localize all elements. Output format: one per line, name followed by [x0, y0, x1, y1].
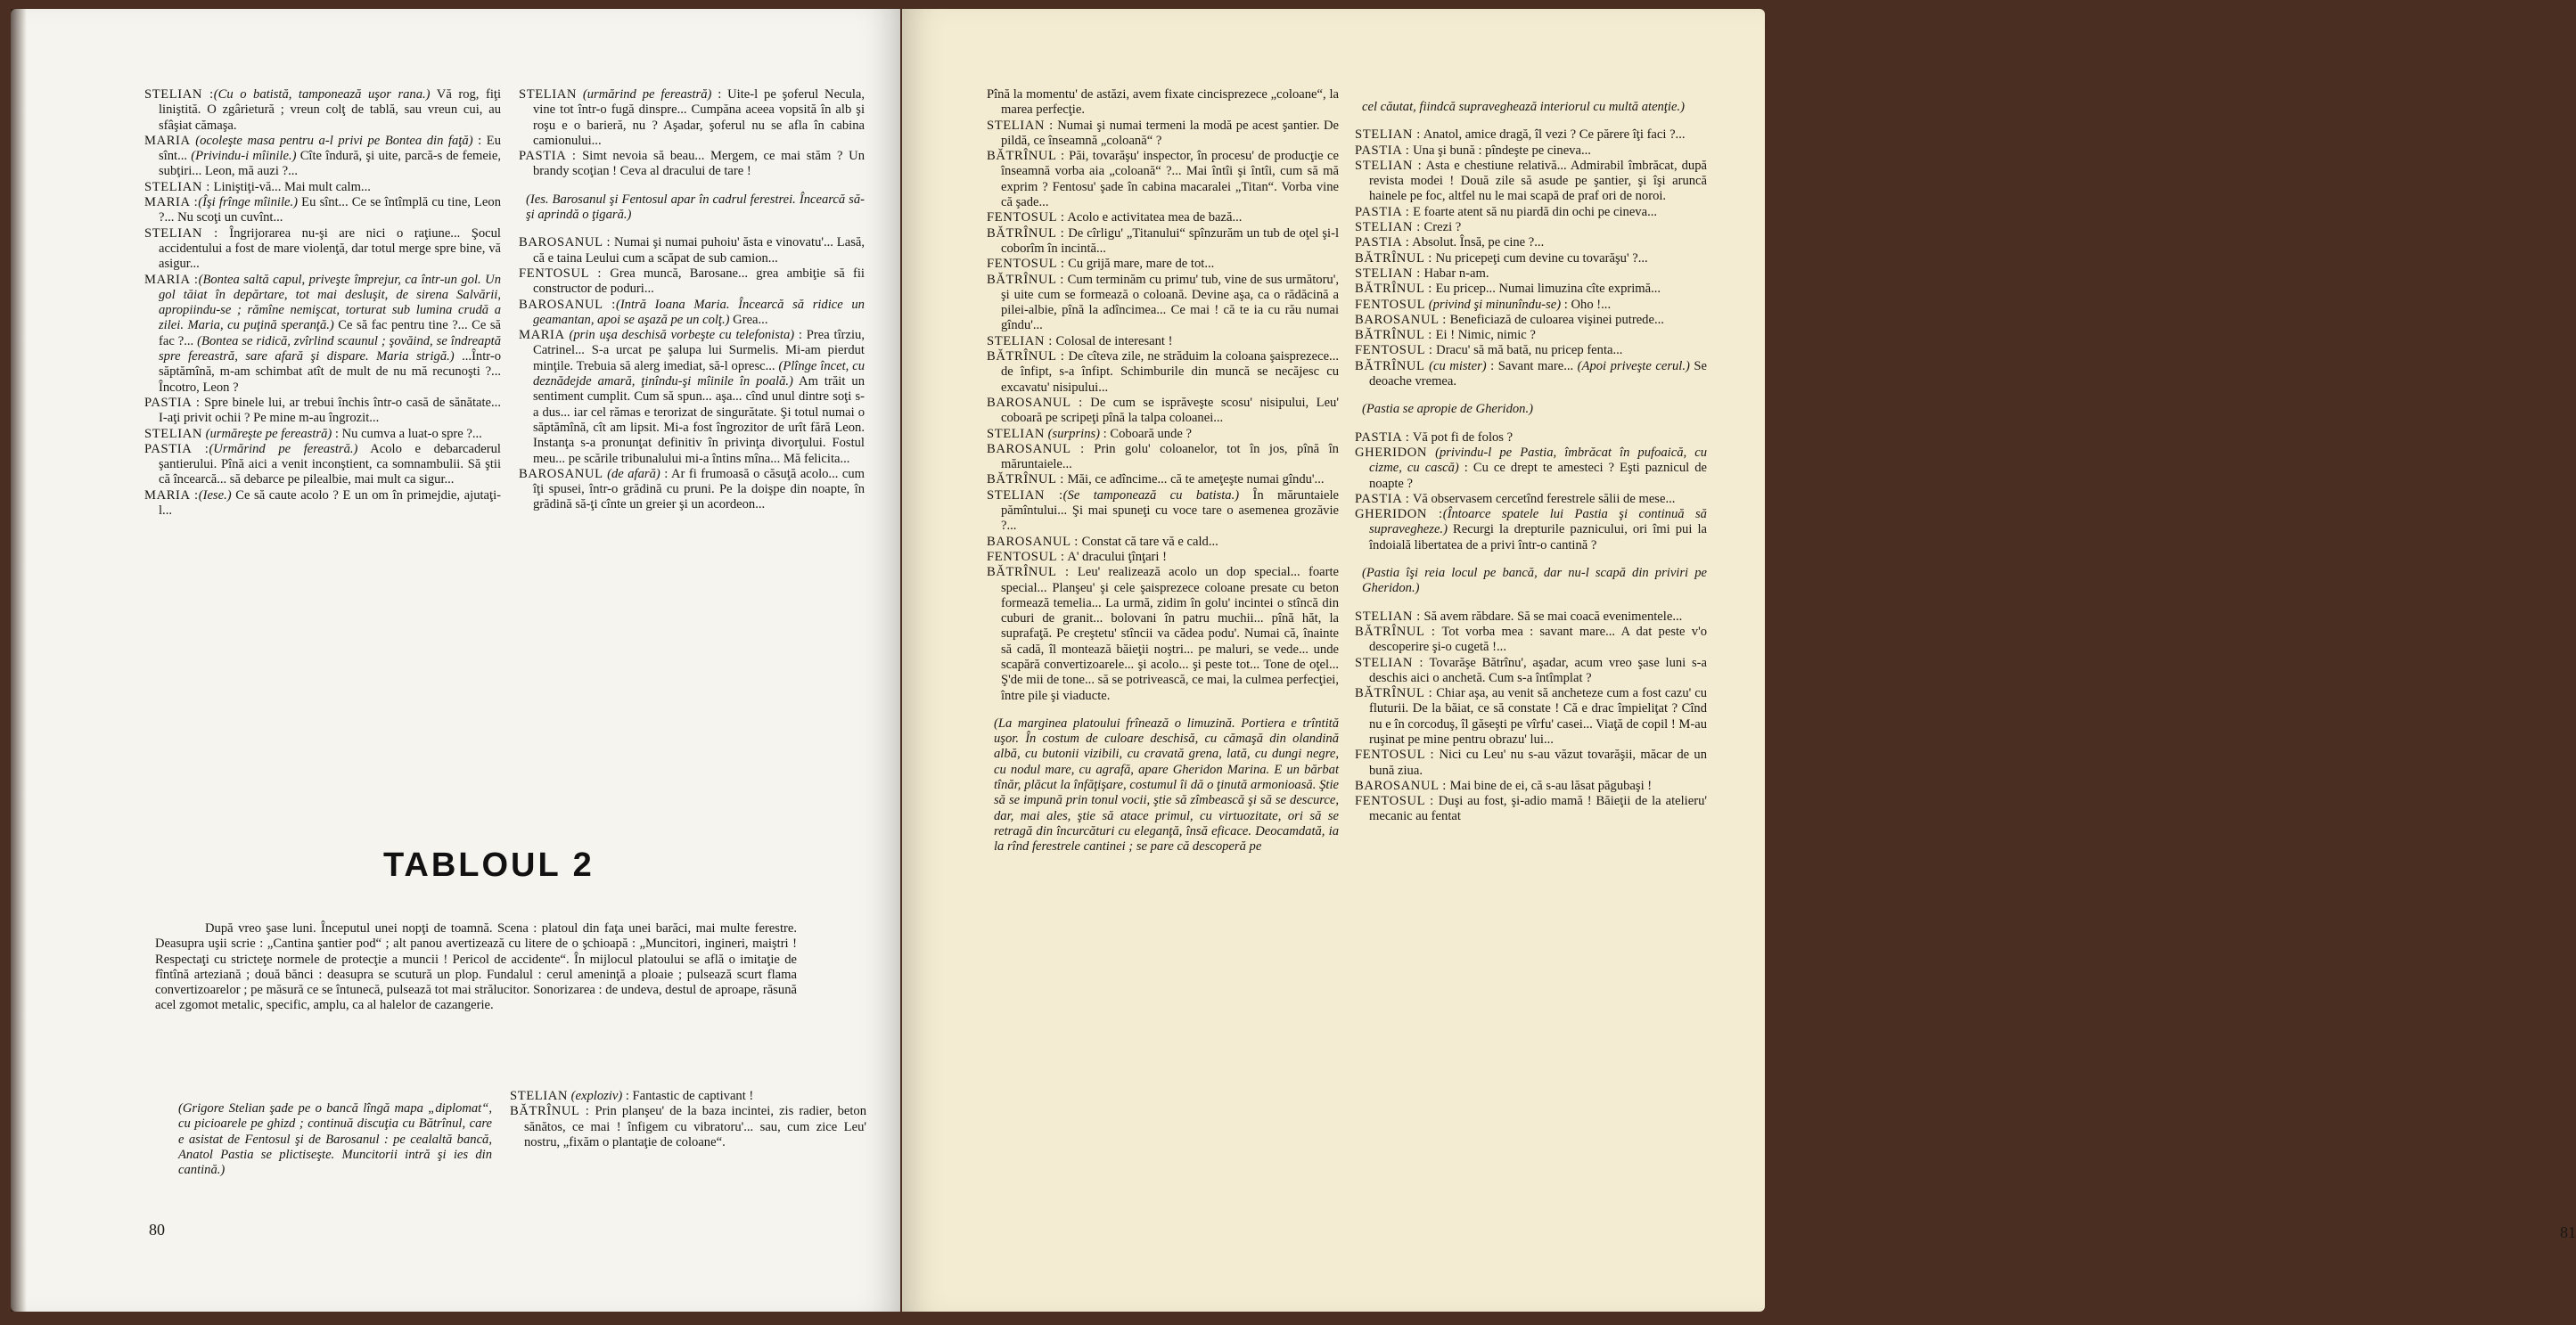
speaker-name: BĂTRÎNUL : [987, 272, 1064, 287]
dialogue-text: Prin golu' coloanelor, tot în jos, pînă în măruntaiele... [1001, 441, 1339, 472]
dialogue-line [1355, 794, 1707, 825]
dialogue-text: Grea... [729, 312, 768, 327]
dialogue-text: Se deoache vremea. [1369, 358, 1707, 389]
dialogue-line [987, 550, 1339, 565]
dialogue-text: Anatol, amice dragă, îl vezi ? Ce părere îţi faci ?... [1420, 127, 1686, 143]
speaker-name: FENTOSUL : [519, 266, 603, 281]
dialogue-line [519, 149, 865, 180]
dialogue-text: Păi, tovarăşu' inspector, în procesu' de producţie ce înseamnă vorba aia „coloană“ ?... Mai întîi şi întîi, cum să mă exprim ? Fentosu' şade în cabina macaralei „Titan“. Vorba vine că şade... [1001, 149, 1339, 210]
speaker-name: MARIA : [144, 272, 199, 287]
speaker-name: PASTIA : [144, 441, 209, 456]
speaker-name: STELIAN : [144, 179, 210, 194]
stage-direction-inline: (Intră Ioana Maria. Încearcă să ridice un geamantan, apoi se aşază pe un colţ.) [533, 297, 865, 327]
scene-intro: După vreo şase luni. Începutul unei nopţi de toamnă. Scena : platoul din faţa unei barăci, mai multe ferestre. Deasupra uşii scrie : „Cantina şantier pod“ ; alt panou avertizează cu litere de o şchioapă : „Muncitori, ingineri, maiştri ! Respectaţi cu stricteţe normele de protecţie a muncii ! Pericol de accidente“. În mijlocul platoului se află o imitaţie de fîntînă arteziană ; două bănci : deasupra se scutură un plop. Fundalul : cerul ameninţă a ploaie ; pulsează scurt flama convertizoarelor ; pe măsură ce se întunecă, pulsează tot mai strălucitor. Sonorizarea : de undeva, destul de aproape, răsună acel zgomot metalic, specific, amplu, ca al halelor de cazangerie. [155, 921, 797, 1013]
stage-direction-inline: (Bontea se ridică, zvîrlind scaunul ; şovăind, se îndreaptă spre fereastră, sare afară şi dispare. Maria strigă.) [159, 333, 501, 364]
stage-direction-inline: (exploziv) [568, 1089, 623, 1103]
dialogue-text: Beneficiază de culoarea vişinei putrede... [1446, 312, 1664, 327]
stage-direction: (Grigore Stelian şade pe o bancă lîngă mapa „diplomat“, cu picioarele pe ghizd ; continuă discuţia cu Bătrînul, care e asistat de Fentosul şi de Barosanul : pe cealaltă bancă, Anatol Pastia se plictiseşte. Muncitorii intră şi ies din cantină.) [178, 1101, 492, 1178]
dialogue-text: Ce să caute acolo ? E un om în primejdie, ajutaţi-l... [159, 487, 501, 519]
dialogue-line [144, 442, 501, 488]
dialogue-line [519, 266, 865, 298]
speaker-name: BĂTRÎNUL : [510, 1104, 590, 1119]
dialogue-text: Nu pricepeţi cum devine cu tovarăşu' ?... [1432, 250, 1648, 266]
stage-direction-inline: (Bontea saltă capul, priveşte împrejur, ca într-un gol. Un gol tăiat în depărtare, tot mai desluşit, de sirena Salvării, apropiindu-se ; rămîne nemişcat, torturat sub lumina crudă a zilei. Maria, cu puţină speranţă.) [159, 272, 501, 333]
speaker-name: STELIAN [144, 426, 202, 441]
dialogue-text: : Eu sînt... [159, 133, 501, 164]
right-page [902, 9, 2576, 1312]
dialogue-line [1355, 446, 1707, 492]
dialogue-text: : Ar fi frumoasă o căsuţă acolo... cum îţi spusei, într-o grădină cu pruni. Pe la doişpe din noapte, în grădină să-ţi cînte un greier şi un acordeon... [533, 466, 866, 512]
dialogue-text: Eu pricep... Numai limuzina cîte exprimă... [1432, 282, 1661, 297]
speaker-name: FENTOSUL : [1355, 343, 1433, 358]
speaker-name: PASTIA : [1355, 235, 1410, 250]
dialogue-line [144, 488, 501, 519]
stage-direction-inline: (surprins) [1045, 426, 1101, 441]
speaker-name: STELIAN : [1355, 158, 1423, 173]
dialogue-line [1355, 143, 1707, 159]
dialogue-line [1355, 328, 1707, 343]
dialogue-line [987, 87, 1339, 119]
dialogue-text: Dracu' să mă bată, nu pricep fenta... [1432, 343, 1623, 358]
speaker-name: BAROSANUL : [987, 395, 1083, 410]
dialogue-line [987, 149, 1339, 210]
dialogue-text: Leu' realizează acolo un dop special... foarte special... Planşeu' şi cele şaisprezece coloane presate cu beton formează temelia... La urmă, zidim în golu' incintei o stîncă din cuburi de granit... bolovani în patru muchii... pînă hăt, la suprafaţă. Pe creştetu' stîncii va cădea podu'. Numai că, înainte să cadă, îl montează băieţii noştri... pe maluri, se vede... unde scapără convertizoarele... şi acolo... şi peste tot... Tone de oţel... Ş'de mii de tone... să se potrivească, ce mai, la culmea perfecţiei, între pile şi viaducte. [1001, 565, 1340, 703]
dialogue-text: Colosal de interesant ! [1052, 333, 1173, 348]
dialogue-line [519, 328, 865, 467]
dialogue-text: De cîrligu' „Titanului“ spînzurăm un tub de oţel şi-l coborîm în incintă... [1001, 225, 1340, 256]
left-column-1 [144, 87, 501, 519]
speaker-name: PASTIA : [1355, 204, 1410, 219]
stage-direction-inline: (Urmărind pe fereastră.) [209, 441, 358, 456]
speaker-name: BĂTRÎNUL : [987, 149, 1065, 164]
dialogue-text: Pînă la momentu' de astăzi, avem fixate cincisprezece „coloane“, la marea perfecţie. [987, 87, 1339, 118]
speaker-name: STELIAN : [1355, 127, 1421, 143]
dialogue-text: În măruntaiele pămîntului... Şi mai spuneţi cu voce tare o asemenea grozăvie ?... [1001, 487, 1339, 534]
speaker-name: STELIAN : [987, 118, 1054, 133]
speaker-name: STELIAN : [987, 333, 1053, 348]
speaker-name: STELIAN [519, 87, 577, 102]
dialogue-text: Constat că tare vă e cald... [1078, 534, 1218, 549]
dialogue-line [1355, 235, 1707, 250]
dialogue-line [510, 1089, 866, 1104]
dialogue-text: De cum se isprăveşte scosu' nisipului, Leu' coboară pe scripeţi pînă la talpa coloanei... [1001, 395, 1339, 426]
speaker-name: STELIAN : [1355, 609, 1421, 624]
speaker-name: BAROSANUL [519, 466, 603, 481]
stage-direction-inline: (prin uşa deschisă vorbeşte cu telefonista) [564, 328, 795, 343]
dialogue-line [519, 467, 865, 513]
dialogue-text: Tot vorba mea : savant mare... A dat peste v'o descoperire şi-o cugetă !... [1369, 624, 1707, 655]
stage-direction-inline: (Îşi frînge mîinile.) [198, 195, 298, 210]
dialogue-line [987, 273, 1339, 334]
speaker-name: BĂTRÎNUL [1355, 358, 1425, 373]
speaker-name: PASTIA : [1355, 143, 1410, 158]
speaker-name: GHERIDON : [1355, 507, 1443, 522]
stage-direction-inline: (Iese.) [198, 487, 232, 503]
dialogue-line [1355, 220, 1707, 235]
stage-direction: (Pastia îşi reia locul pe bancă, dar nu-l scapă din priviri pe Gheridon.) [1362, 566, 1707, 596]
stage-direction-inline: (Apoi priveşte cerul.) [1577, 358, 1690, 373]
dialogue-line [1355, 313, 1707, 328]
dialogue-line [144, 87, 501, 134]
dialogue-text: Crezi ? [1420, 220, 1462, 235]
dialogue-text: Ce să fac pentru tine ?... Ce să fac ?... [159, 318, 501, 348]
dialogue-line [144, 427, 501, 442]
dialogue-line [510, 1104, 866, 1150]
speaker-name: BAROSANUL : [519, 297, 616, 312]
speaker-name: BAROSANUL : [987, 534, 1079, 549]
dialogue-text: ...Într-o săptămînă, m-am schimbat atît de mult de nu mă recunoşti ?... [159, 349, 502, 380]
dialogue-line [987, 210, 1339, 225]
dialogue-line [1355, 298, 1707, 313]
dialogue-text: E foarte atent să nu piardă din ochi pe cineva... [1409, 204, 1658, 219]
dialogue-line [987, 565, 1339, 704]
dialogue-line [1355, 686, 1707, 748]
dialogue-text: Ce se întîmplă cu tine, Leon ?... Nu scoţi un cuvînt... [159, 195, 502, 225]
dialogue-line [987, 334, 1339, 349]
dialogue-line [519, 87, 865, 149]
dialogue-line [1355, 625, 1707, 656]
stage-direction: (La marginea platoului frînează o limuzină. Portiera e trîntită uşor. În costum de culoare deschisă, cu cămaşă din olandină albă, cu butonii vizibili, cu cravată grena, lată, cu dungi negre, cu nodul mare, cu agrafă, apare Gheridon Marina. E un bărbat tînăr, plăcut la înfăţişare, costumul îi dă o ţinută armonioasă. Ştie să se impună prin tonul vocii, ştie să zîmbească şi să se descurce, dar, mai ales, ştie să atace primul, cu virtuozitate, ori să se retragă din încurcături cu eleganţă, însă eficace. Deocamdată, ia la rînd ferestrele cantinei ; se pare că descoperă pe [994, 716, 1339, 855]
dialogue-line [144, 134, 501, 180]
dialogue-line [1355, 779, 1707, 794]
dialogue-line [987, 427, 1339, 442]
dialogue-text: Cu grijă mare, mare de tot... [1064, 257, 1215, 272]
speaker-name: FENTOSUL : [987, 549, 1065, 564]
speaker-name: FENTOSUL : [1355, 794, 1434, 809]
dialogue-text: A' dracului ţînţari ! [1064, 549, 1167, 564]
speaker-name: MARIA : [144, 487, 199, 503]
dialogue-text: : Cu ce drept te amesteci ? Eşti paznicul de noapte ? [1369, 461, 1707, 491]
dialogue-text: Am trăit un sentiment cumplit. Cum să spun... aşa... cînd unul dintre soţi s-a dus... iar cel rămas e terorizat de singurătate. Şi totul numai o săptămînă, cît am lipsit. Mi-a fost îngrozitor de urît fără Leon. Instanţa s-a pronunţat definitiv în privinţa divorţului. Fostul meu... pe scările tribunalului mi-a întins mîna... Mă felicita... [533, 374, 865, 466]
stage-direction-inline: (Plînge încet, cu deznădejde amară, ţinîndu-şi mîinile în poală.) [533, 358, 865, 389]
speaker-name: BAROSANUL : [1355, 778, 1447, 793]
speaker-name: STELIAN : [1355, 220, 1421, 235]
dialogue-line [987, 488, 1339, 535]
stage-direction-inline: (Privindu-i mîinile.) [191, 149, 297, 164]
dialogue-text: Tovarăşe Bătrînu', aşadar, acum vreo şase luni s-a deschis aici o anchetă. Cum s-a întîmplat ? [1369, 655, 1707, 685]
dialogue-line [1355, 507, 1707, 553]
dialogue-text: Să avem răbdare. Să se mai coacă evenimentele... [1420, 609, 1683, 624]
speaker-name: BĂTRÎNUL : [987, 349, 1065, 364]
speaker-name: BĂTRÎNUL : [987, 565, 1070, 580]
dialogue-line [144, 273, 501, 396]
stage-direction-inline: (urmăreşte pe fereastră) [202, 426, 332, 441]
speaker-name: STELIAN : [144, 225, 218, 241]
dialogue-line [1355, 251, 1707, 266]
dialogue-line [144, 180, 501, 195]
dialogue-line [1355, 656, 1707, 687]
speaker-name: PASTIA : [144, 395, 201, 410]
stage-direction-inline: (Cu o batistă, tamponează uşor rana.) [213, 87, 431, 102]
dialogue-text: Măi, ce adîncime... că te ameţeşte numai gîndu'... [1063, 472, 1325, 487]
speaker-name: BAROSANUL : [1355, 312, 1447, 327]
left-column-3 [171, 1089, 492, 1190]
speaker-name: PASTIA : [519, 149, 577, 164]
dialogue-line [1355, 492, 1707, 507]
dialogue-line [987, 472, 1339, 487]
left-column-4 [510, 1089, 866, 1150]
stage-direction-inline: (de afară) [603, 466, 660, 481]
left-page [11, 9, 900, 1312]
stage-direction-inline: (privindu-l pe Pastia, îmbrăcat în pufoaică, cu cizme, cu cască) [1369, 445, 1707, 476]
speaker-name: BAROSANUL : [987, 441, 1085, 456]
dialogue-line [144, 195, 501, 226]
dialogue-text: Îngrijorarea nu-şi are nici o raţiune... Şocul accidentului a fost de mare violenţă, dar totul merge spre bine, vă asigur... [159, 225, 501, 272]
speaker-name: BAROSANUL : [519, 235, 611, 250]
dialogue-text: Cum terminăm cu primu' tub, vine de sus următoru', şi uite cum se formează o coloană. Devine aşa, ca o rădăcină a pilei-albie, pînă la adîncimea... Ce mai ! că te ia cu rău numai gîndu'... [1001, 272, 1340, 333]
dialogue-text: Simt nevoia să beau... Mergem, ce mai stăm ? Un brandy scoţian ! Ceva al dracului de tare ! [533, 149, 865, 179]
dialogue-text: Cîte îndură, şi uite, parcă-s de femeie, subţiri... Leon, mă auzi ?... [159, 149, 501, 179]
dialogue-text: Duşi au fost, şi-adio mamă ! Băieţii de la atelieru' mecanic au fentat [1369, 794, 1707, 824]
speaker-name: MARIA : [144, 195, 199, 210]
dialogue-line [987, 535, 1339, 550]
dialogue-line [987, 257, 1339, 272]
dialogue-text: De cîteva zile, ne străduim la coloana şaisprezece... de înfipt, s-a înfipt. Schimburile din muncă se necăjesc cu excavatu' nisipului... [1001, 349, 1340, 395]
dialogue-text: Acolo e activitatea mea de bază... [1064, 210, 1243, 225]
dialogue-line [1355, 266, 1707, 282]
speaker-name: STELIAN : [1355, 655, 1423, 670]
stage-direction: cel căutat, fiindcă supraveghează interiorul cu multă atenţie.) [1362, 100, 1685, 114]
dialogue-line [1355, 159, 1707, 205]
dialogue-line [1355, 343, 1707, 358]
dialogue-line [519, 298, 865, 329]
scene-title: TABLOUL 2 [383, 847, 595, 884]
dialogue-text: Mai bine de ei, că s-au lăsat păgubaşi ! [1446, 778, 1653, 793]
dialogue-text: Să ştii că încearcă... să debarce pe pilealbie, mai mult ca sigur... [159, 457, 501, 487]
dialogue-line [519, 235, 865, 266]
dialogue-text: : Prea tîrziu, Catrinel... S-a urcat pe şalupa lui Surmelis. Mi-am pierdut minţile. Trebuia să alerg imediat, să-l opresc... [533, 328, 865, 373]
stage-direction-inline: (urmărind pe fereastră) [577, 87, 712, 102]
speaker-name: MARIA [144, 133, 191, 148]
speaker-name: STELIAN : [987, 487, 1063, 503]
speaker-name: BĂTRÎNUL : [987, 225, 1065, 241]
dialogue-text: Acolo e debarcaderul şantierului. Pînă aici a venit inconştient, ca somnambulii. [159, 441, 501, 472]
dialogue-text: Asta e chestiune relativă... Admirabil îmbrăcat, după revista modei ! Două zile să asude pe şantier, şi îşi aruncă hainele pe foc, altfel nu le mai scapă de praf ori de noroi. [1369, 158, 1707, 204]
dialogue-text: : Oho !... [1561, 297, 1612, 312]
dialogue-text: : Fantastic de captivant ! [622, 1089, 754, 1103]
dialogue-line [1355, 359, 1707, 390]
left-column-2 [519, 87, 865, 513]
stage-direction: (Ies. Barosanul şi Fentosul apar în cadrul ferestrei. Încearcă să-şi aprindă o ţigară.) [526, 192, 865, 223]
speaker-name: MARIA [519, 328, 565, 343]
dialogue-line [987, 349, 1339, 396]
speaker-name: STELIAN : [144, 87, 214, 102]
stage-direction-inline: (ocoleşte masa pentru a-l privi pe Bontea din faţă) [190, 133, 473, 148]
dialogue-text: Chiar aşa, au venit să ancheteze cum a fost cazu' cu fluturii. De la băiat, ce să constate ! Că e drac împieliţat ? Cînd nu e în corcoduş, îl găseşti pe vîrfu' casei... Viaţă de copil ! M-au ruşinat pe mine pentru obrazu' lui... [1369, 686, 1708, 747]
speaker-name: BĂTRÎNUL : [987, 472, 1064, 487]
dialogue-line [987, 442, 1339, 473]
stage-direction: (Pastia se apropie de Gheridon.) [1362, 402, 1533, 417]
dialogue-line [1355, 282, 1707, 297]
page-number-right: 81 [2560, 1223, 2576, 1241]
speaker-name: GHERIDON [1355, 445, 1428, 460]
dialogue-line [987, 226, 1339, 258]
speaker-name: BĂTRÎNUL : [1355, 250, 1432, 266]
stage-direction-inline: (Întoarce spatele lui Pastia şi continuă să supravegheze.) [1369, 507, 1707, 537]
dialogue-line [987, 119, 1339, 150]
dialogue-line [1355, 748, 1707, 779]
speaker-name: BĂTRÎNUL : [1355, 328, 1432, 343]
right-column-1 [987, 87, 1339, 868]
dialogue-line [144, 396, 501, 427]
right-column-2 [1355, 87, 1707, 825]
speaker-name: FENTOSUL : [987, 257, 1065, 272]
speaker-name: BĂTRÎNUL : [1355, 282, 1432, 297]
dialogue-text: : Coboară unde ? [1100, 426, 1192, 441]
dialogue-line [1355, 430, 1707, 446]
dialogue-text: Eu sînt... [298, 195, 352, 210]
dialogue-text: Una şi bună : pîndeşte pe cineva... [1409, 143, 1591, 158]
dialogue-text: Liniştiţi-vă... Mai mult calm... [209, 179, 371, 194]
dialogue-text: Încotro, Leon ? [159, 380, 239, 395]
speaker-name: STELIAN [510, 1089, 568, 1103]
dialogue-text: Grea muncă, Barosane... grea ambiţie să fii constructor de poduri... [533, 266, 865, 297]
stage-direction-inline: (cu mister) [1424, 358, 1487, 373]
speaker-name: BĂTRÎNUL : [1355, 624, 1436, 639]
speaker-name: BĂTRÎNUL : [1355, 686, 1433, 701]
speaker-name: FENTOSUL : [1355, 748, 1435, 763]
speaker-name: STELIAN [987, 426, 1045, 441]
page-number-left: 80 [149, 1221, 165, 1239]
speaker-name: FENTOSUL [1355, 297, 1426, 312]
dialogue-text: Ei ! Nimic, nimic ? [1432, 328, 1536, 343]
dialogue-text: Spre binele lui, ar trebui închis într-o casă de sănătate... I-aţi privit ochii ? Pe mine m-au îngrozit... [159, 395, 501, 426]
dialogue-text: : Nu cumva a luat-o spre ?... [332, 426, 482, 441]
dialogue-line [1355, 205, 1707, 220]
dialogue-line [1355, 609, 1707, 625]
dialogue-line [987, 396, 1339, 427]
speaker-name: PASTIA : [1355, 491, 1410, 506]
speaker-name: FENTOSUL : [987, 210, 1065, 225]
dialogue-text: Vă rog, fiţi liniştită. O zgârietură ; vreun colţ de tablă, sau vreun cui, au sfâşiat cămaşa. [159, 87, 502, 133]
dialogue-text: Prin planşeu' de la baza incintei, zis radier, beton sănătos, ce mai ! înfigem cu vibratoru'... sau, cum zice Leu' nostru, „fixăm o plantaţie de coloane“. [524, 1104, 866, 1149]
stage-direction-inline: (Se tamponează cu batista.) [1062, 487, 1240, 503]
dialogue-text: Vă pot fi de folos ? [1409, 429, 1514, 445]
dialogue-text: Numai şi numai puhoiu' ăsta e vinovatu'... Lasă, că e taina Leului cum a scăpat de sub camion... [533, 235, 865, 266]
dialogue-text: Absolut. Însă, pe cine ?... [1409, 235, 1545, 250]
dialogue-text: Numai şi numai termeni la modă pe acest şantier. De pildă, ce înseamnă „coloană“ ? [1001, 118, 1339, 148]
speaker-name: STELIAN : [1355, 266, 1421, 281]
dialogue-text: Nici cu Leu' nu s-au văzut tovarăşii, măcar de un bună ziua. [1369, 748, 1708, 778]
dialogue-text: Vă observasem cercetînd ferestrele sălii de mese... [1409, 491, 1676, 506]
dialogue-text: Habar n-am. [1420, 266, 1489, 281]
speaker-name: PASTIA : [1355, 429, 1410, 445]
dialogue-text: : Savant mare... [1486, 358, 1578, 373]
dialogue-text: Recurgi la drepturile paznicului, ori îmi pui la îndoială libertatea de a privi într-o cantină ? [1369, 522, 1707, 552]
dialogue-line [144, 226, 501, 273]
stage-direction-inline: (privind şi minunîndu-se) [1425, 297, 1562, 312]
dialogue-text: : Uite-l pe şoferul Necula, vine tot într-o fugă dinspre... Cumpăna aceea vopsită în alb şi roşu e o barieră, nu ? Aşadar, şoferul nu se afla în cabina camionului... [533, 87, 866, 148]
dialogue-line [1355, 127, 1707, 143]
